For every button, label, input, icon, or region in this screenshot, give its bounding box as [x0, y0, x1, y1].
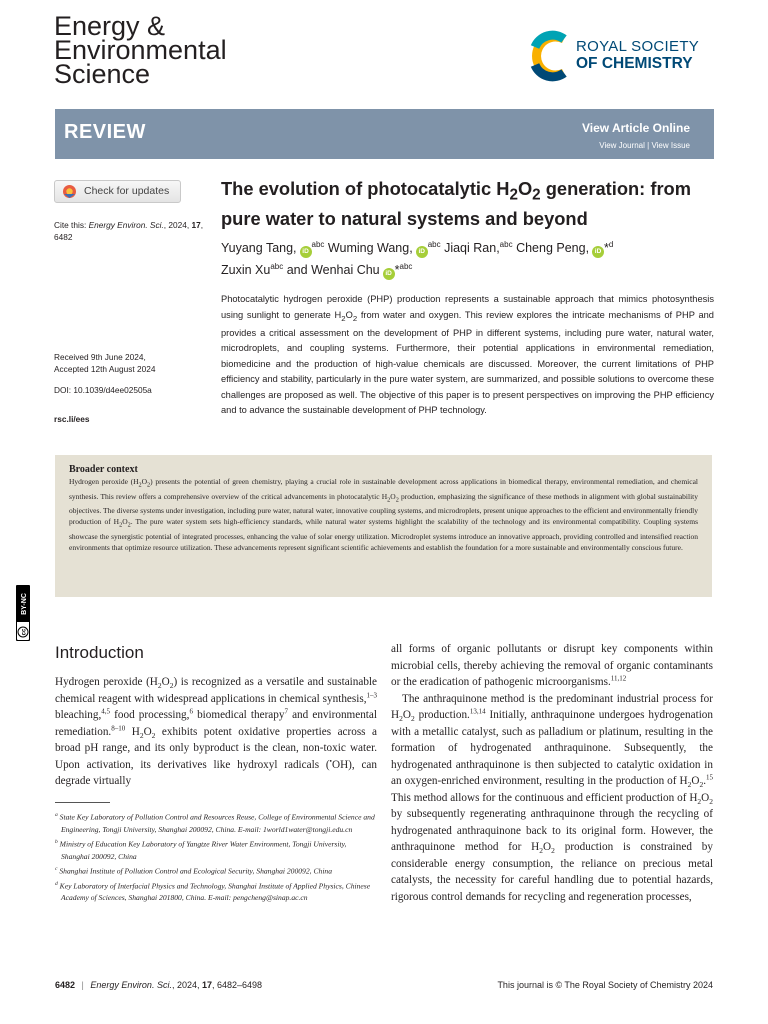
footnote — [55, 878, 377, 905]
body-text: O — [691, 775, 700, 787]
body-text: exhibits potent oxidative properties across a broad pH range, and its only byproduct is the clean, non-toxic water. Upon activation, its derivatives like hydroxyl radicals ( — [55, 725, 377, 771]
journal-title-line: Energy & — [54, 11, 166, 41]
bc-text: . The pure water system sets high-efficiency standards, while natural water systems highlight the scalability of the technology and its environmental compatibility. Coupling systems showcase the synergistic potential of integrated processes, enhancing the value of solar energy utilization. Microdroplet systems introduce an innovative approach, providing controlled and intensified reaction environments that optimize resource utilization. These advancements represent significant scientific achievements and establish the foundation for a more sustainable and environmentally conscious future. — [69, 517, 698, 552]
author-name[interactable]: Yuyang Tang, — [221, 241, 297, 256]
rsc-name — [576, 38, 699, 72]
body-text: Initially, anthraquinone undergoes hydrogenation with a metallic catalyst, such as palladium or platinum, resulting in the formation of hydrogenated anthraquinone. Subsequently, the hydrogenated anthraquinone is then subjected to catalytic oxidation in an oxygen-enriched environment, resulting in the production of H — [391, 709, 713, 787]
author-affiliation: abc — [311, 240, 325, 249]
footnote — [55, 809, 377, 836]
title-text: The evolution of photocatalytic H — [221, 178, 510, 199]
orcid-icon[interactable]: iD — [383, 268, 395, 280]
body-text: biomedical therapy — [192, 709, 285, 721]
cite-pages: , 6482 — [54, 220, 203, 242]
author-affiliation: abc — [399, 262, 413, 272]
footnote-mark: b — [55, 838, 58, 845]
author-name[interactable]: Wuming Wang, — [327, 241, 413, 256]
footnote-mark: a — [55, 812, 58, 818]
view-article-online-link[interactable]: View Article Online — [581, 121, 690, 135]
rsc-logo — [528, 30, 718, 82]
subscript: 2 — [551, 846, 555, 856]
reference-link[interactable]: 8–10 — [111, 723, 126, 732]
banner-sub-links — [599, 141, 690, 150]
footnote — [55, 836, 377, 863]
journal-title — [54, 11, 227, 89]
review-banner — [55, 109, 714, 159]
footnote-text: Key Laboratory of Interfacial Physics and Technology, Shanghai Institute of Applied Physics, Chinese Academy of Sciences, Shanghai 201800, China. E-mail: pengcheng@sinap.ac.cn — [59, 881, 371, 903]
body-text: production. — [414, 709, 470, 721]
author-name[interactable]: Cheng Peng, — [516, 241, 590, 256]
author-name[interactable]: Zuxin Xu — [221, 263, 271, 278]
author-name[interactable]: Jiaqi Ran, — [444, 241, 500, 256]
cc-by-nc-icon — [16, 585, 30, 641]
affiliation-footnotes — [55, 809, 377, 905]
view-journal-link[interactable]: View Journal — [599, 141, 645, 150]
view-issue-link[interactable]: View Issue — [651, 141, 690, 150]
footnote-text: State Key Laboratory of Pollution Control and Resources Reuse, College of Environmental Science and Engineering, Tongji University, Shanghai 200092, China. E-mail: 1world1water@tongji.edu.cn — [59, 812, 375, 834]
author-affiliation: abc — [427, 240, 441, 249]
body-text: ) is recognized as a versatile and sustainable chemical reagent with widespread applications in chemical synthesis, — [55, 676, 377, 705]
bc-text: Hydrogen peroxide (H — [69, 477, 139, 486]
subscript: 2 — [410, 714, 415, 724]
subscript: 2 — [157, 681, 162, 691]
footer-separator: | — [81, 980, 84, 990]
rsc-name-line1: ROYAL SOCIETY — [576, 38, 700, 55]
cite-journal: Energy Environ. Sci. — [88, 220, 164, 230]
body-text: bleaching, — [55, 709, 102, 721]
body-text: This method allows for the continuous and efficient production of H — [391, 791, 698, 804]
broader-context-text — [69, 476, 698, 553]
paragraph — [391, 641, 713, 691]
bc-sub: 2 — [127, 521, 131, 529]
broader-context-box — [55, 455, 712, 597]
body-text: H — [125, 725, 140, 738]
bc-sub: 2 — [119, 521, 123, 529]
orcid-icon[interactable]: iD — [416, 246, 428, 258]
author-affiliation: abc — [270, 262, 284, 272]
page-footer-copyright: This journal is © The Royal Society of Chemistry 2024 — [497, 980, 713, 990]
body-text: The anthraquinone method is the predominant industrial process for H — [391, 692, 713, 721]
abstract-text: from water and oxygen. This review explores the intricate mechanisms of PHP and provides a critical assessment on the development of PHP in different systems, including pure water, natural water, microdroplets, and coupling systems. Furthermore, their potential applications in environmental remediation, biomedicine and the production of high-value chemicals are discussed. Moreover, the current limitations of PHP efficiency and stability, particularly in the pure water system, are summarized, and possible solutions to overcome these challenges are proposed as well. The objective of this paper is to present perspectives on improving the PHP efficiency and to advance the sustainable development of PHP technology. — [221, 309, 714, 416]
bc-sub: 2 — [147, 481, 151, 489]
title-text: generation: from pure water to natural systems and beyond — [221, 178, 691, 229]
orcid-icon[interactable]: iD — [300, 246, 312, 258]
footer-volume: 17 — [201, 980, 212, 990]
article-title — [221, 177, 721, 230]
received-date: Received 9th June 2024, — [54, 352, 146, 362]
body-text: O — [402, 709, 411, 721]
paragraph — [55, 674, 377, 790]
body-text: Hydrogen peroxide (H — [55, 676, 158, 688]
section-heading: Introduction — [55, 643, 144, 662]
bc-text: production, emphasizing the significance of these methods in alignment with global sustainability objectives. The diverse systems under investigation, including pure water, natural water, innovative coupling systems, and microdroplets, present unique approaches to the efficient and environmentally friendly production of H — [69, 491, 698, 527]
body-text: all forms of organic pollutants or disrupt key components within microbial cells, thereby achieving the removal of organic contaminants or the eradication of pathogenic microorganisms. — [391, 643, 713, 688]
footnote — [55, 863, 377, 878]
body-text: production is constrained by considerable energy consumption, the reliance on precious metal catalysts, the necessity for careful handling due to potential hazards, rigorous control demands for recycling and regeneration processes, — [391, 841, 713, 903]
bc-sub: 2 — [387, 496, 391, 504]
body-text: O — [701, 791, 710, 804]
body-text: and environmental remediation. — [55, 709, 377, 738]
footnote-text: Ministry of Education Key Laboratory of Yangtze River Water Environment, Tongji University, Shanghai 200092, China — [59, 839, 347, 861]
subscript: 2 — [151, 730, 156, 740]
article-type-label: REVIEW — [64, 121, 146, 143]
svg-text:cc: cc — [21, 628, 28, 636]
reference-link[interactable]: 13,14 — [469, 707, 486, 716]
reference-link[interactable]: 11,12 — [610, 674, 627, 683]
body-text: OH), can degrade virtually — [55, 758, 377, 787]
title-text: O — [517, 178, 533, 199]
orcid-icon[interactable]: iD — [592, 246, 604, 258]
reference-link[interactable]: 15 — [706, 773, 713, 782]
body-text: O — [543, 841, 552, 853]
body-column-left — [55, 674, 377, 790]
bc-text: ) presents the potential of green chemistry, playing a crucial role in sustainable development across applications in biomedical therapy, environmental remediation, and chemical synthesis. This review offers a comprehensive overview of the critical advancements in photocatalytic H — [69, 477, 698, 501]
footer-journal: Energy Environ. Sci. — [90, 980, 172, 990]
footer-pages: , 6482–6498 — [212, 980, 263, 990]
citation-info — [54, 220, 204, 243]
subscript: 2 — [539, 846, 544, 856]
bc-text: O — [390, 491, 396, 501]
author-name[interactable]: and Wenhai Chu — [286, 263, 380, 278]
abstract-subscript: 2 — [352, 313, 358, 323]
link-separator: | — [647, 141, 650, 150]
check-updates-label: Check for updates — [84, 185, 170, 197]
corresponding-star: * — [604, 241, 609, 256]
banner-links — [582, 121, 690, 153]
corresponding-star: * — [394, 263, 400, 278]
subscript: 2 — [687, 780, 692, 790]
bc-sub: 2 — [138, 481, 142, 489]
check-updates-icon — [62, 184, 77, 199]
radical-dot: • — [329, 756, 332, 765]
bc-text: O — [122, 517, 128, 527]
rsc-name-line2: OF CHEMISTRY — [576, 55, 693, 72]
footnote-mark: d — [55, 880, 58, 887]
subscript: 2 — [697, 796, 702, 806]
author-affiliation: abc — [499, 240, 513, 249]
subscript: 2 — [139, 730, 144, 740]
title-subscript: 2 — [509, 186, 518, 204]
footnote-mark: c — [55, 865, 58, 872]
reference-link[interactable]: 6 — [189, 707, 193, 716]
received-dates — [54, 352, 204, 375]
reference-link[interactable]: 7 — [284, 707, 288, 716]
body-text: food processing, — [110, 709, 190, 721]
author-list — [221, 236, 721, 280]
bc-sub: 2 — [395, 496, 399, 504]
check-for-updates-button[interactable] — [54, 180, 181, 203]
abstract-subscript: 2 — [341, 313, 346, 323]
cite-year: , 2024, — [163, 220, 192, 230]
license-type: BY-NC — [21, 593, 28, 615]
subscript: 2 — [399, 714, 403, 724]
reference-link[interactable]: 4,5 — [101, 707, 111, 716]
journal-title-line: Environmental — [54, 35, 227, 65]
journal-title-line: Science — [54, 59, 151, 89]
reference-link[interactable]: 1–3 — [366, 690, 377, 699]
body-text: O — [161, 676, 170, 688]
bc-text: O — [141, 477, 148, 486]
rsc-logo-icon — [528, 30, 572, 82]
body-text: O — [143, 725, 152, 738]
title-subscript: 2 — [532, 186, 541, 204]
footer-year: , 2024, — [171, 980, 202, 990]
footnote-text: Shanghai Institute of Pollution Control and Ecological Security, Shanghai 200092, China — [59, 866, 333, 876]
cite-prefix: Cite this: — [54, 220, 89, 230]
page-footer-citation — [55, 980, 262, 990]
cc-license-badge[interactable] — [16, 585, 30, 641]
paragraph — [391, 691, 713, 906]
abstract-text: Photocatalytic hydrogen peroxide (PHP) production represents a sustainable approach that mimics photosynthesis using sunlight to generate H — [221, 294, 714, 320]
abstract-text: O — [345, 309, 353, 320]
body-column-right — [391, 641, 713, 905]
journal-short-link[interactable]: rsc.li/ees — [54, 414, 90, 424]
footnote-divider — [55, 802, 110, 803]
cite-volume: 17 — [191, 220, 201, 230]
body-text: by subsequently regenerating anthraquinone through the recycling of hydrogenated anthraquinone back to its original form. However, the anthraquinone method for H — [391, 808, 713, 853]
page-number: 6482 — [55, 980, 76, 990]
doi[interactable]: DOI: 10.1039/d4ee02505a — [54, 385, 152, 395]
accepted-date: Accepted 12th August 2024 — [54, 363, 156, 374]
abstract — [221, 292, 714, 419]
subscript: 2 — [699, 780, 704, 790]
broader-context-heading: Broader context — [69, 464, 138, 475]
body-text: . — [703, 775, 706, 787]
subscript: 2 — [709, 796, 713, 806]
author-affiliation: d — [608, 240, 614, 249]
subscript: 2 — [169, 681, 174, 691]
